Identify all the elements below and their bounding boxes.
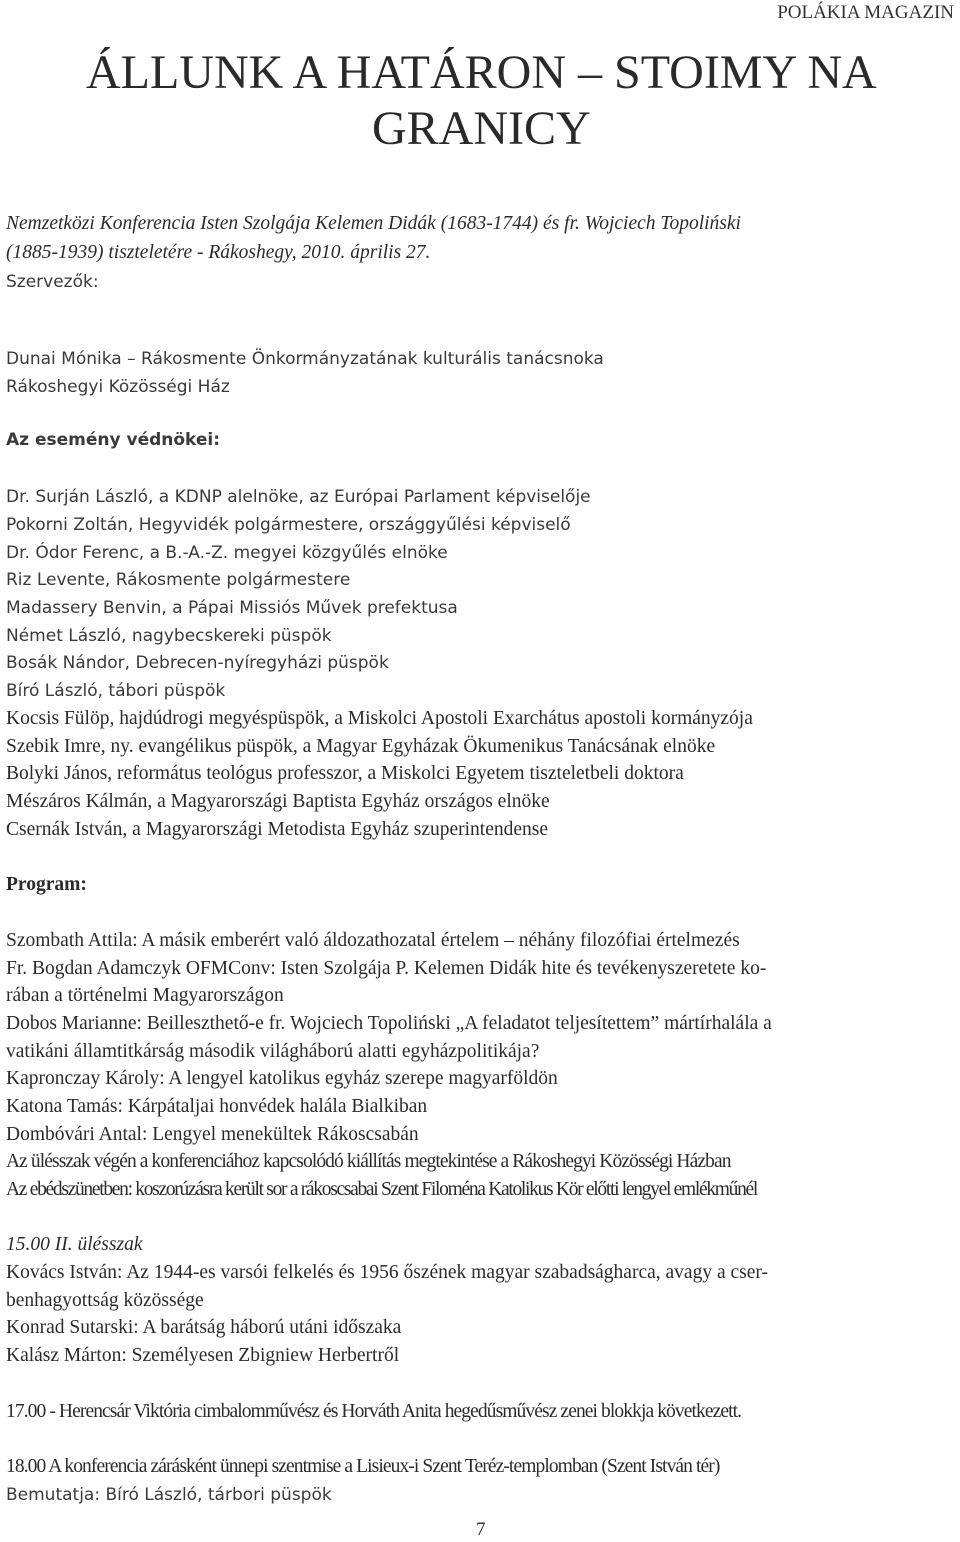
patron-item: Bíró László, tábori püspök [6,681,226,701]
organizer-item: Rákoshegyi Közösségi Ház [6,377,230,397]
program-heading: Program: [6,874,87,895]
organizer-item: Dunai Mónika – Rákosmente Önkormányzatának kulturális tanácsnoka [6,349,604,369]
page-title-line-1: ÁLLUNK A HATÁRON – STOIMY NA [86,46,877,99]
patron-item: Dr. Surján László, a KDNP alelnöke, az Európai Parlament képviselője [6,487,591,507]
session2-heading: 15.00 II. ülésszak [6,1234,143,1255]
program-line: vatikáni államtitkárság második világháború alatti egyházpolitikája? [6,1041,540,1062]
session2-line: benhagyottság közössége [6,1290,204,1311]
program-line: Katona Tamás: Kárpátaljai honvédek halála Bialkiban [6,1096,428,1117]
patron-item: Bosák Nándor, Debrecen-nyíregyházi püspök [6,653,389,673]
page-number: 7 [476,1519,486,1540]
patron-item: Csernák István, a Magyarországi Metodista Egyház szuperintendense [6,819,549,840]
patron-item: Német László, nagybecskereki püspök [6,626,332,646]
patron-item: Szebik Imre, ny. evangélikus püspök, a Magyar Egyházak Ökumenikus Tanácsának elnöke [6,736,716,757]
patron-item: Bolyki János, református teológus professzor, a Miskolci Egyetem tiszteletbeli doktora [6,763,684,784]
program-line: Az ebédszünetben: koszorúzásra került sor a rákoscsabai Szent Filoména Katolikus Kör előtti lengyel emlékműnél [6,1179,758,1200]
subtitle-line-2: (1885-1939) tiszteletére - Rákoshegy, 2010. április 27. [6,242,431,263]
patron-item: Pokorni Zoltán, Hegyvidék polgármestere, országgyűlési képviselő [6,515,571,535]
program-line: rában a történelmi Magyarországon [6,985,284,1006]
patron-item: Riz Levente, Rákosmente polgármestere [6,570,351,590]
session2-line: Konrad Sutarski: A barátság háború utáni időszaka [6,1317,402,1338]
patron-item: Mészáros Kálmán, a Magyarországi Baptista Egyház országos elnöke [6,791,550,812]
program-line: Dobos Marianne: Beilleszthető-e fr. Wojciech Topoliński „A feladatot teljesítettem” mártírhalála a [6,1013,772,1034]
concert-line: 17.00 - Herencsár Viktória cimbalomművész és Horváth Anita hegedűsművész zenei blokkja következett. [6,1401,742,1422]
organizers-heading: Szervezők: [6,272,99,292]
closing-line-2: Bemutatja: Bíró László, tárbori püspök [6,1485,332,1505]
patron-item: Dr. Ódor Ferenc, a B.-A.-Z. megyei közgyűlés elnöke [6,543,448,563]
patrons-heading: Az esemény védnökei: [6,430,221,450]
session2-line: Kalász Márton: Személyesen Zbigniew Herbertről [6,1345,400,1366]
program-line: Dombóvári Antal: Lengyel menekültek Rákoscsabán [6,1124,419,1145]
magazine-name: POLÁKIA MAGAZIN [777,2,954,23]
program-line: Kapronczay Károly: A lengyel katolikus egyház szerepe magyarföldön [6,1068,558,1089]
patron-item: Kocsis Fülöp, hajdúdrogi megyéspüspök, a Miskolci Apostoli Exarchátus apostoli kormányzója [6,708,753,729]
page-title-line-2: GRANICY [372,102,591,155]
program-line: Az ülésszak végén a konferenciához kapcsolódó kiállítás megtekintése a Rákoshegyi Közösségi Házban [6,1151,731,1172]
closing-line-1: 18.00 A konferencia zárásként ünnepi szentmise a Lisieux-i Szent Teréz-templomban (Szent István tér) [6,1456,720,1477]
program-line: Szombath Attila: A másik emberért való áldozathozatal értelem – néhány filozófiai értelmezés [6,930,740,951]
program-line: Fr. Bogdan Adamczyk OFMConv: Isten Szolgája P. Kelemen Didák hite és tevékenyszeretete ko- [6,958,767,979]
patron-item: Madassery Benvin, a Pápai Missiós Művek prefektusa [6,598,458,618]
session2-line: Kovács István: Az 1944-es varsói felkelés és 1956 őszének magyar szabadságharca, avagy a cser- [6,1262,768,1283]
subtitle-line-1: Nemzetközi Konferencia Isten Szolgája Kelemen Didák (1683-1744) és fr. Wojciech Topoliński [6,213,741,234]
